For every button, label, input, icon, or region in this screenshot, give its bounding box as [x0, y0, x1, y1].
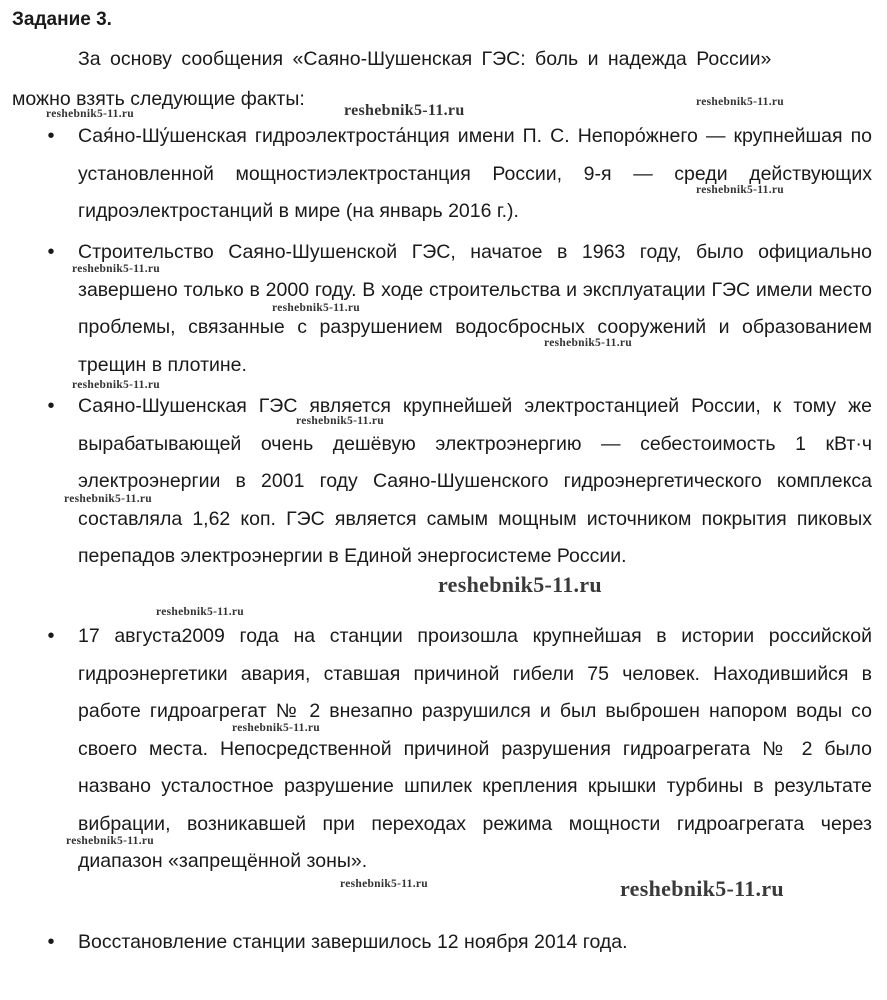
watermark: reshebnik5-11.ru	[46, 108, 134, 120]
watermark: reshebnik5-11.ru	[544, 337, 632, 349]
bullet-icon: •	[47, 625, 55, 647]
watermark: reshebnik5-11.ru	[696, 96, 784, 108]
watermark: reshebnik5-11.ru	[232, 722, 320, 734]
watermark: reshebnik5-11.ru	[696, 184, 784, 196]
fact-item-1: Сая́но-Шу́шенская гидроэлектроста́нция имени П. С. Непоро́жнего — крупнейшая по установленной мощностиэлектростанция России, 9-я — среди действующих гидроэлектростанций в мире (на январь 2016 г.).	[78, 125, 872, 222]
watermark: reshebnik5-11.ru	[438, 572, 602, 597]
watermark: reshebnik5-11.ru	[620, 876, 784, 901]
intro-line-1: За основу сообщения «Саяно-Шушенская ГЭС: боль и надежда России»	[78, 48, 772, 70]
bullet-icon: •	[47, 241, 55, 263]
watermark: reshebnik5-11.ru	[72, 263, 160, 275]
watermark: reshebnik5-11.ru	[296, 415, 384, 427]
bullet-icon: •	[47, 125, 55, 147]
watermark: reshebnik5-11.ru	[344, 102, 465, 119]
intro-line-2: можно взять следующие факты:	[12, 88, 305, 110]
fact-item-4: 17 августа2009 года на станции произошла крупнейшая в истории российской гидроэнергетики авария, ставшая причиной гибели 75 человек. Находившийся в работе гидроагрегат № 2 внезапно разрушился и был выброшен напором воды со своего места. Непосредственной причиной разрушения гидроагрегата № 2 было названо усталостное разрушение шпилек крепления крышки турбины в результате вибрации, возникавшей при переходах режима мощности гидроагрегата через диапазон «запрещённой зоны».	[78, 625, 872, 872]
watermark: reshebnik5-11.ru	[72, 379, 160, 391]
watermark: reshebnik5-11.ru	[340, 878, 428, 890]
watermark: reshebnik5-11.ru	[66, 835, 154, 847]
watermark: reshebnik5-11.ru	[64, 493, 152, 505]
watermark: reshebnik5-11.ru	[272, 302, 360, 314]
watermark: reshebnik5-11.ru	[156, 606, 244, 618]
bullet-icon: •	[47, 395, 55, 417]
fact-item-2: Строительство Саяно-Шушенской ГЭС, начатое в 1963 году, было официально завершено только в 2000 году. В ходе строительства и эксплуатации ГЭС имели место проблемы, связанные с разрушением водосбросных сооружений и образованием трещин в плотине.	[78, 241, 872, 376]
bullet-icon: •	[47, 931, 55, 953]
fact-item-3: Саяно-Шушенская ГЭС является крупнейшей электростанцией России, к тому же вырабатывающей очень дешёвую электроэнергию — себестоимость 1 кВт·ч электроэнергии в 2001 году Саяно-Шушенского гидроэнергетического комплекса составляла 1,62 коп. ГЭС является самым мощным источником покрытия пиковых перепадов электроэнергии в Единой энергосистеме России.	[78, 395, 872, 567]
fact-item-5: Восстановление станции завершилось 12 ноября 2014 года.	[78, 931, 628, 953]
task-title: Задание 3.	[12, 9, 112, 30]
